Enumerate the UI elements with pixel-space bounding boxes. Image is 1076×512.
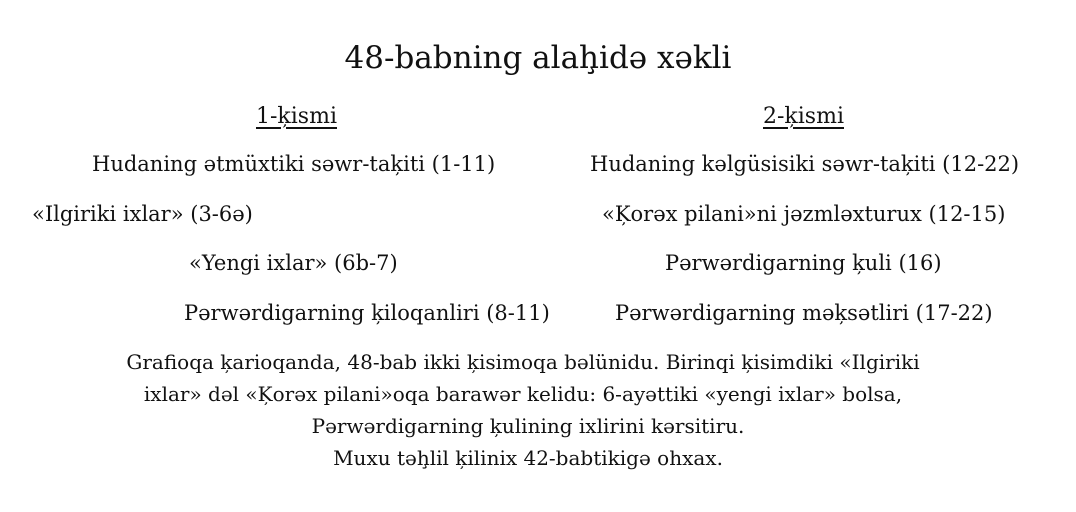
- paragraph-line: Pərwərdigarning ķulining ixlirini kərsitiru.: [311, 414, 745, 438]
- paragraph-line: Muxu təḩlil ķilinix 42-babtikigə ohxax.: [333, 446, 723, 470]
- paragraph-line: ixlar» dəl «Ķorəx pilani»oqa barawər kelidu: 6-ayəttiki «yengi ixlar» bolsa,: [143, 382, 903, 406]
- explanatory-paragraph: [0, 346, 1076, 474]
- part-2-heading: 2-ķismi: [763, 104, 844, 129]
- part-2-item: «Ķorəx pilani»ni jəzmləxturux (12-15): [602, 202, 1006, 226]
- page-title: 48-babning alaḩidə xəkli: [344, 40, 732, 76]
- part-2-item: Pərwərdigarning ķuli (16): [665, 251, 942, 275]
- part-1-item: Hudaning ətmüxtiki səwr-taķiti (1-11): [92, 152, 496, 176]
- paragraph-line: Grafioqa ķarioqanda, 48-bab ikki ķisimoqa bəlünidu. Birinqi ķisimdiki «Ilgiriki: [126, 350, 920, 374]
- part-2-item: Hudaning kəlgüsisiki səwr-taķiti (12-22): [590, 152, 1020, 176]
- part-1-heading: 1-ķismi: [256, 104, 337, 129]
- part-1-item: «Yengi ixlar» (6b-7): [189, 251, 398, 275]
- part-1-item: «Ilgiriki ixlar» (3-6ə): [32, 202, 253, 226]
- part-2-item: Pərwərdigarning məķsətliri (17-22): [615, 301, 993, 325]
- part-1-item: Pərwərdigarning ķiloqanliri (8-11): [184, 301, 550, 325]
